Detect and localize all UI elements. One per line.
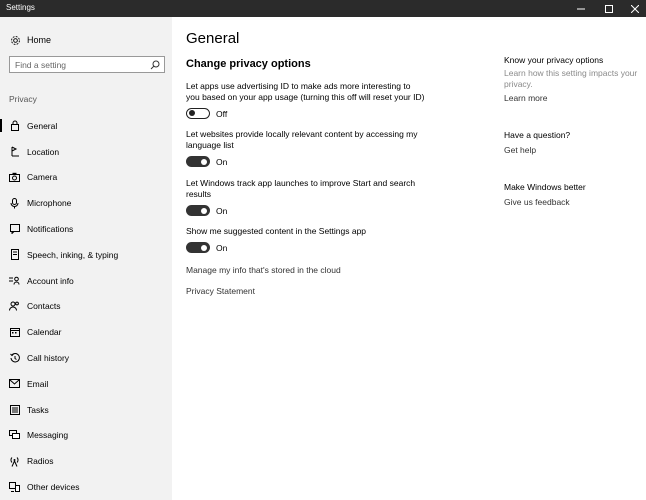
toggle-state-label: On [216,242,228,253]
language-list-toggle[interactable] [186,156,210,167]
privacy-statement-link[interactable]: Privacy Statement [186,286,255,296]
speech-icon [9,249,20,260]
know-privacy-text: Learn how this setting impacts your privacy. [504,68,638,89]
sidebar-item-other-devices[interactable] [0,474,172,500]
tasks-icon [9,404,20,415]
notifications-icon [9,224,20,235]
get-help-link[interactable]: Get help [504,145,537,155]
sidebar-item-microphone[interactable] [0,190,172,216]
lock-icon [9,120,20,131]
toggle-state-label: On [216,156,228,167]
email-icon [9,378,20,389]
sidebar-item-label: Location [27,146,60,157]
know-privacy-block [504,55,639,103]
minimize-icon [577,5,585,13]
give-feedback-link[interactable]: Give us feedback [504,197,570,207]
sidebar-item-label: Account info [27,275,74,286]
sidebar-item-label: Calendar [27,327,62,338]
close-icon [631,5,639,13]
sidebar-item-notifications[interactable] [0,216,172,242]
setting-description: Let apps use advertising ID to make ads more interesting to you based on your app usage (turning this off will reset your ID) [186,81,425,102]
sidebar-item-email[interactable] [0,371,172,397]
sidebar-item-speech[interactable] [0,242,172,268]
sidebar-item-camera[interactable] [0,165,172,191]
sidebar-item-call-history[interactable] [0,345,172,371]
sidebar-item-radios[interactable] [0,448,172,474]
setting-description: Show me suggested content in the Settings app [186,226,367,236]
other-devices-icon [9,482,20,493]
radios-icon [9,456,20,467]
sidebar [0,17,172,500]
search-placeholder: Find a setting [15,60,67,70]
sidebar-item-account-info[interactable] [0,268,172,294]
know-privacy-heading: Know your privacy options [504,55,604,65]
toggle-state-label: Off [216,108,228,119]
main-content [186,17,486,500]
section-title: Change privacy options [186,58,311,70]
minimize-button[interactable] [566,0,596,17]
sidebar-item-messaging[interactable] [0,423,172,449]
setting-language-list [186,129,426,167]
messaging-icon [9,430,20,441]
setting-description: Let websites provide locally relevant content by accessing my language list [186,129,418,150]
camera-icon [9,172,20,183]
sidebar-item-calendar[interactable] [0,319,172,345]
sidebar-item-label: Messaging [27,430,69,441]
suggested-content-toggle[interactable] [186,242,210,253]
call-history-icon [9,353,20,364]
setting-advertising-id [186,81,426,119]
window-title: Settings [6,3,35,12]
close-button[interactable] [620,0,646,17]
question-block [504,130,639,155]
gear-icon [9,34,21,46]
sidebar-item-location[interactable] [0,139,172,165]
maximize-icon [605,5,613,13]
search-input[interactable] [9,56,165,73]
feedback-block [504,182,639,207]
sidebar-item-tasks[interactable] [0,397,172,423]
home-label: Home [27,35,52,45]
setting-track-app-launches [186,178,426,216]
sidebar-item-label: Email [27,378,49,389]
sidebar-item-label: Tasks [27,404,49,415]
sidebar-item-label: Camera [27,172,58,183]
privacy-nav-list [0,113,172,500]
make-windows-better-heading: Make Windows better [504,182,586,192]
sidebar-item-label: General [27,120,58,131]
sidebar-item-label: Call history [27,353,70,364]
toggle-state-label: On [216,205,228,216]
sidebar-item-label: Contacts [27,301,61,312]
sidebar-item-label: Other devices [27,482,80,493]
sidebar-item-label: Speech, inking, & typing [27,249,119,260]
microphone-icon [9,198,20,209]
sidebar-item-label: Microphone [27,198,72,209]
location-pin-icon [9,146,20,157]
page-title: General [186,30,240,47]
sidebar-item-label: Notifications [27,224,74,235]
privacy-section-label: Privacy [9,94,37,104]
sidebar-item-general[interactable] [0,113,172,139]
contacts-icon [9,301,20,312]
setting-suggested-content [186,226,426,253]
title-bar [0,0,646,17]
manage-cloud-info-link[interactable]: Manage my info that's stored in the cloud [186,265,341,275]
calendar-icon [9,327,20,338]
advertising-id-toggle[interactable] [186,108,210,119]
sidebar-item-label: Radios [27,456,54,467]
account-info-icon [9,275,20,286]
search-icon [150,60,160,70]
sidebar-item-contacts[interactable] [0,294,172,320]
home-nav-item[interactable] [9,33,51,47]
question-heading: Have a question? [504,130,571,140]
setting-description: Let Windows track app launches to improve Start and search results [186,178,416,199]
track-app-launches-toggle[interactable] [186,205,210,216]
learn-more-link[interactable]: Learn more [504,93,548,103]
